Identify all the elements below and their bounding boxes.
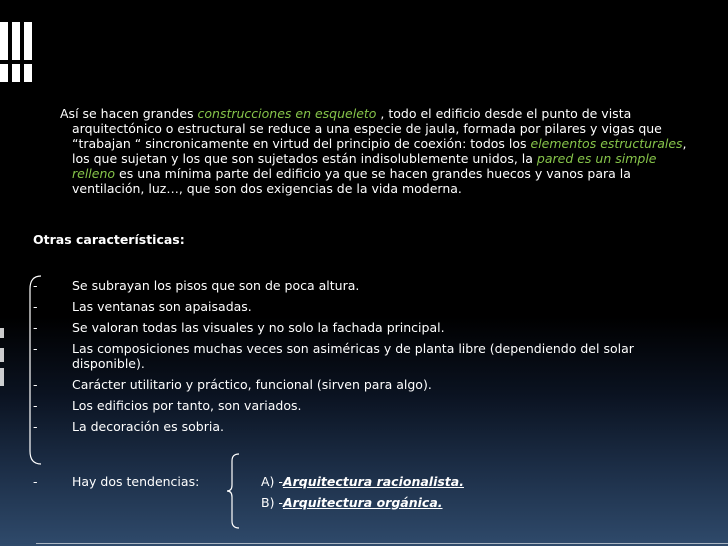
tendencia-b-text: Arquitectura orgánica. [282, 495, 443, 510]
list-item [33, 320, 693, 335]
list-item-text: Los edificios por tanto, son variados. [72, 398, 302, 413]
list-item [33, 377, 693, 392]
tendencia-b-prefix: B) - [261, 495, 283, 510]
list-item-text: Se subrayan los pisos que son de poca altura. [72, 278, 360, 293]
list-dash: - [33, 419, 38, 434]
list-item [33, 341, 693, 371]
list-item [33, 299, 693, 314]
tendencia-b [261, 495, 443, 510]
list-item-text: Las composiciones muchas veces son asiméricas y de planta libre (dependiendo del solar disponible). [72, 341, 634, 371]
intro-text-1: Así se hacen grandes [60, 106, 198, 121]
tendencia-a-prefix: A) - [261, 474, 283, 489]
list-dash: - [33, 474, 38, 489]
intro-highlight-1: construcciones en esqueleto [197, 106, 377, 121]
list-dash: - [33, 398, 38, 413]
intro-paragraph [60, 106, 687, 196]
list-item-text: Las ventanas son apaisadas. [72, 299, 252, 314]
list-item [33, 398, 693, 413]
list-dash: - [33, 299, 38, 314]
intro-text-4: es una mínima parte del edificio ya que se hacen grandes huecos y vanos para la ventilación, luz…, que son dos exigencias de la vida moderna. [72, 166, 631, 196]
list-item-text: Se valoran todas las visuales y no solo la fachada principal. [72, 320, 445, 335]
characteristics-list [33, 278, 693, 440]
intro-text-3: , los que sujetan y los que son sujetados están indisolublemente unidos, la [72, 136, 687, 166]
intro-text-2: , todo el edificio desde el punto de vista arquitectónico o estructural se reduce a una especie de jaula, formada por pilares y vigas que “trabajan “ sincronicamente en virtud del principio de coexión: todos los [72, 106, 662, 151]
list-item [33, 278, 693, 293]
tendencias-label: Hay dos tendencias: [72, 474, 200, 489]
list-dash: - [33, 377, 38, 392]
intro-highlight-3: pared es un simple relleno [72, 151, 657, 181]
list-item [33, 419, 693, 434]
tendencia-a-text: Arquitectura racionalista. [282, 474, 464, 489]
otras-caracteristicas-heading: Otras características: [33, 232, 185, 247]
tendencia-a [261, 474, 464, 489]
list-item-text: La decoración es sobria. [72, 419, 224, 434]
list-dash: - [33, 278, 38, 293]
list-dash: - [33, 341, 38, 356]
list-dash: - [33, 320, 38, 335]
list-item-text: Carácter utilitario y práctico, funcional (sirven para algo). [72, 377, 432, 392]
intro-highlight-2: elementos estructurales [530, 136, 683, 151]
curly-brace [226, 453, 240, 529]
